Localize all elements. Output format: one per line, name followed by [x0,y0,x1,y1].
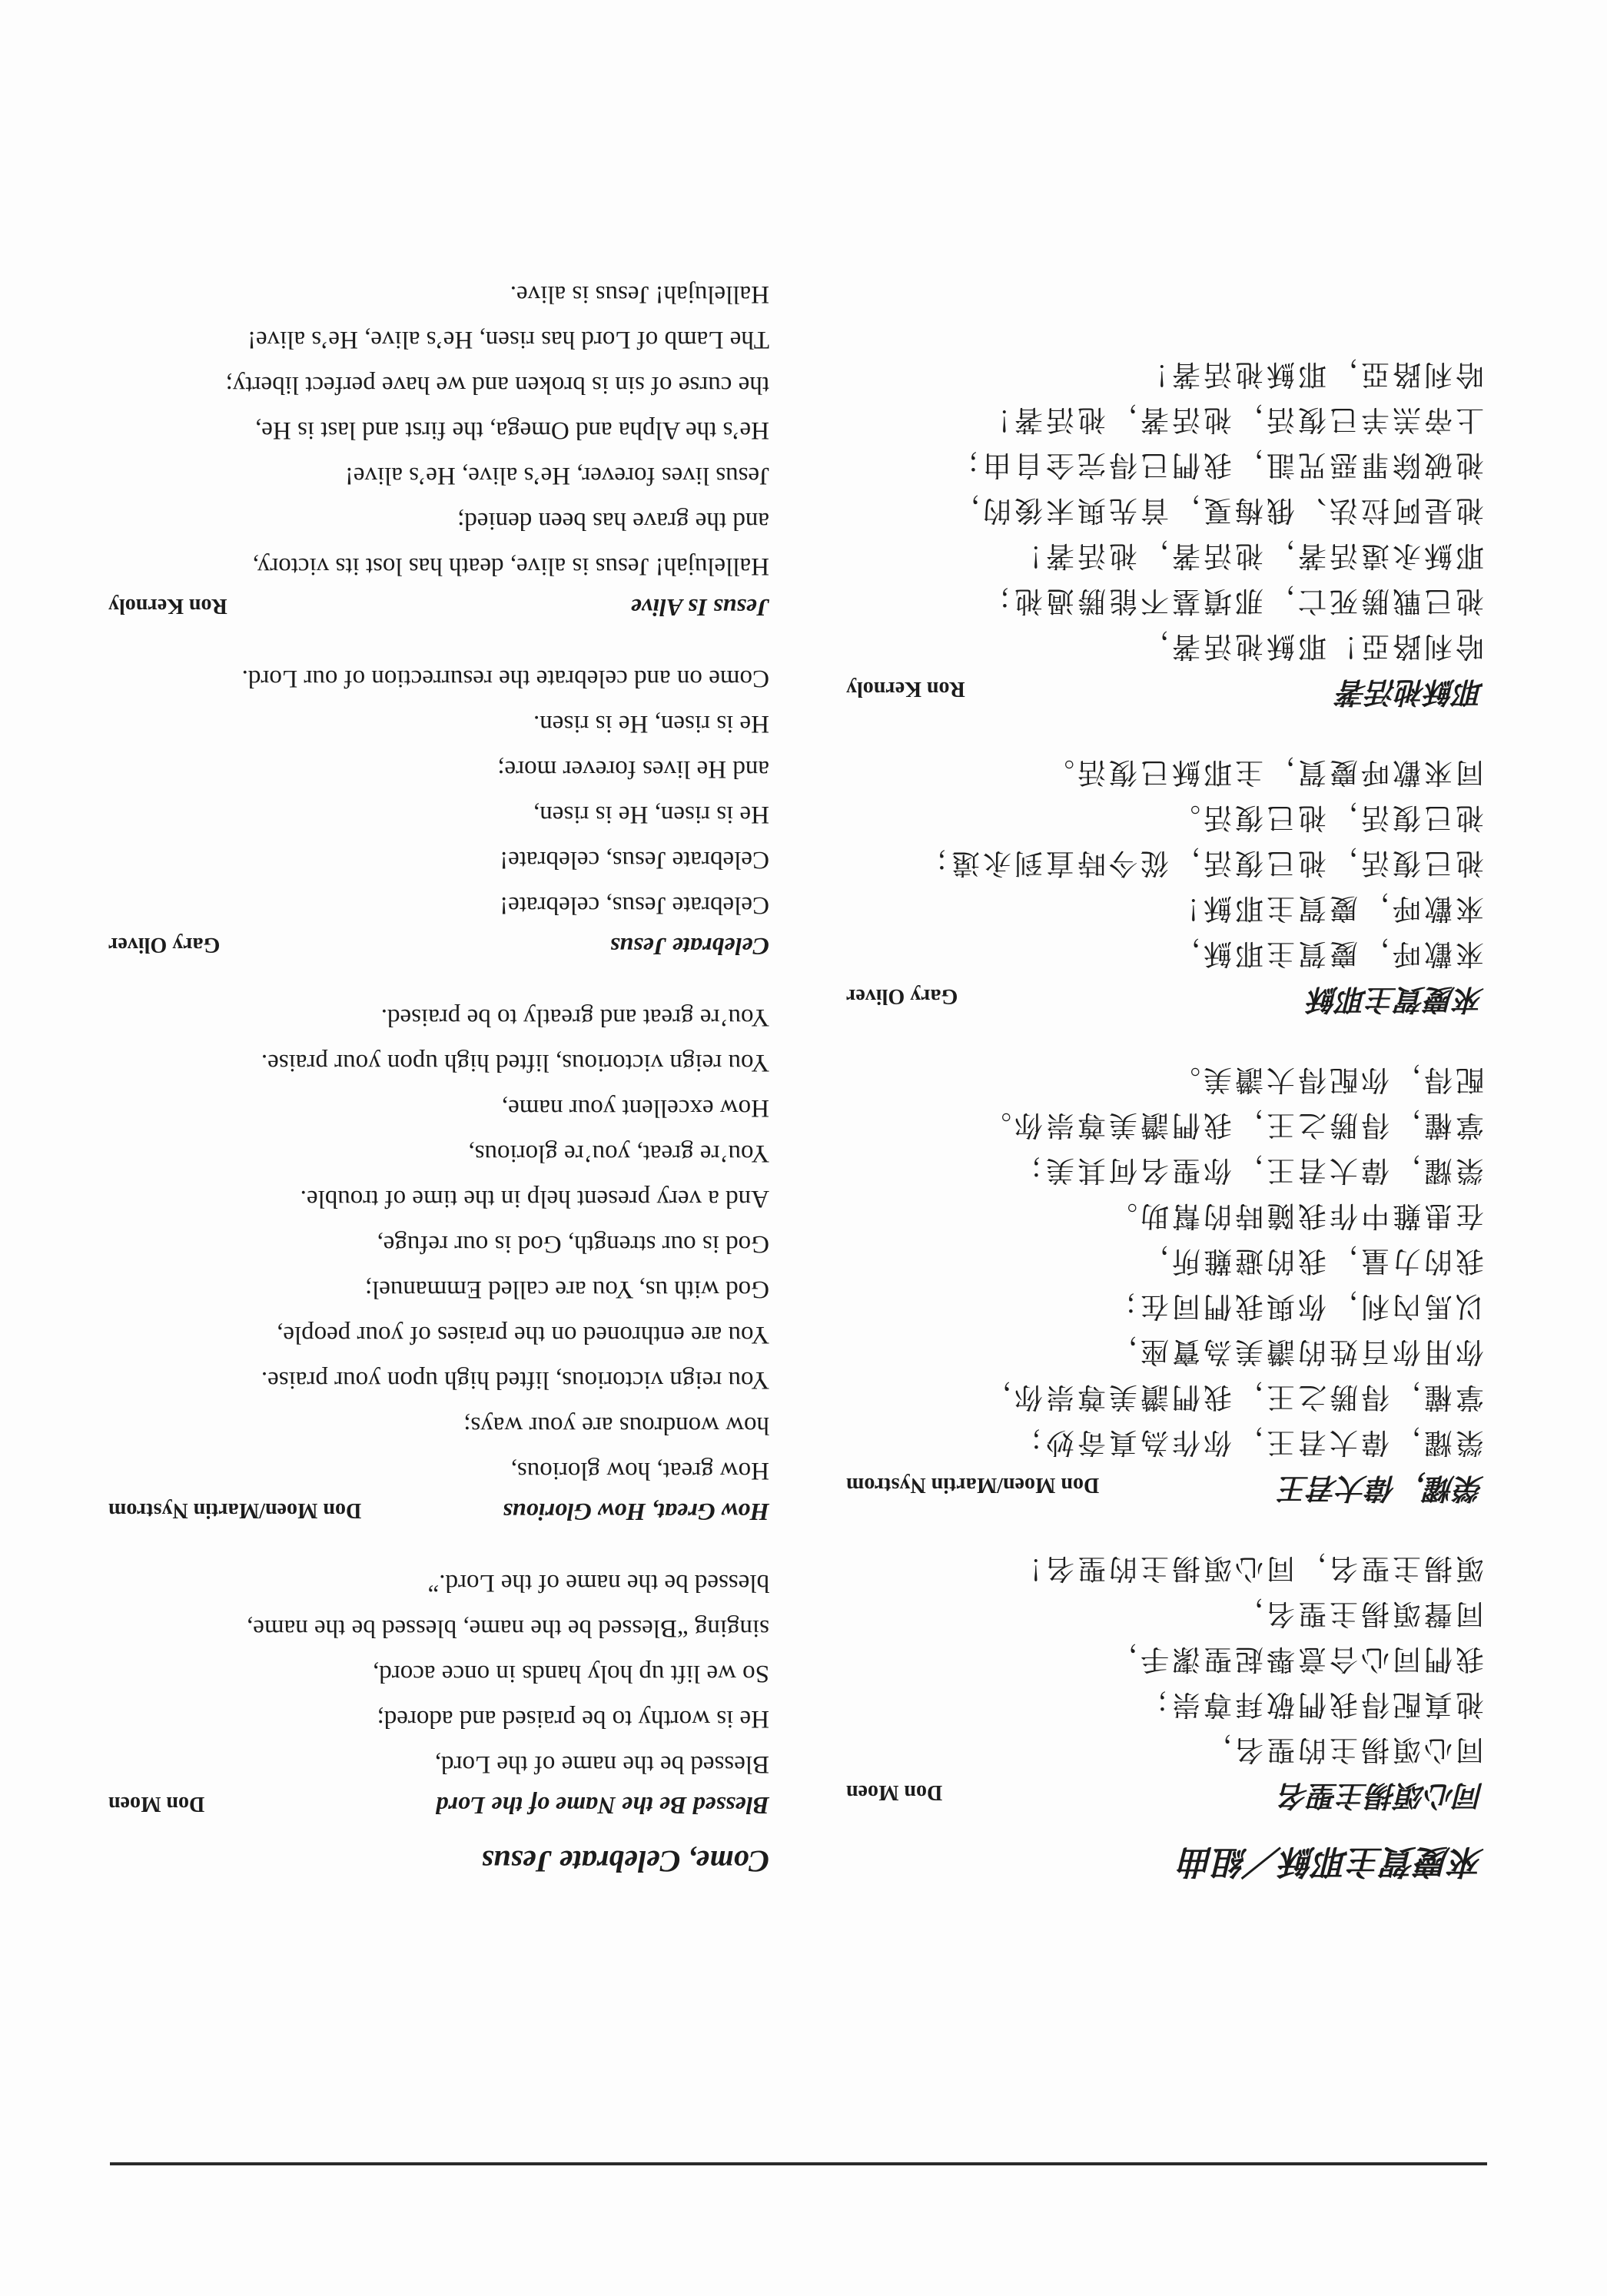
lyric-line: 哈利路亞，耶穌祂活著！ [1137,358,1484,391]
lyric-line: 你用你百姓的讚美為寶座， [1106,1335,1484,1369]
lyric-line: How excellent your name, [501,1094,769,1122]
song-title: Celebrate Jesus [609,933,769,961]
song-block [108,994,769,1526]
english-lyrics-column [108,237,769,1881]
lyric-line: blessed be the name of the Lord.” [427,1569,769,1597]
lyric-lines [108,994,769,1493]
lyric-line: 祂已復活，祂已復活。 [1169,801,1484,834]
song-author: Gary Oliver [846,984,958,1008]
song-title: 耶穌祂活著 [1337,675,1484,710]
song-header [108,1498,769,1526]
lyric-lines [846,352,1484,669]
lyric-line: He is worthy to be praised and adored; [377,1705,769,1733]
song-title: Blessed Be the Name of the Lord [436,1792,769,1820]
lyric-line: You reign victorious, lifted high upon your praise. [261,1049,769,1077]
lyric-line: Hallelujah! Jesus is alive. [510,280,769,308]
song-block [846,1057,1484,1512]
lyric-line: 榮耀，偉大君王，你聖名何其美； [1011,1154,1484,1187]
lyric-line: Hallelujah! Jesus is alive, death has lost its victory, [252,552,769,580]
song-block [108,655,769,961]
lyric-line: 祂已復活，祂已復活，從今時直到永遠； [917,847,1484,880]
lyric-lines [846,1546,1484,1773]
song-header [108,1791,769,1820]
lyric-line: Blessed be the name of the Lord, [434,1750,769,1778]
lyric-line: 掌權，得勝之王，我們讚美尊崇你。 [980,1109,1484,1142]
lyric-line: 祂已戰勝死亡，那墳墓不能勝過祂； [980,585,1484,618]
lyric-line: how wondrous are your ways; [463,1412,769,1439]
song-author: Don Moen/Martin Nystrom [846,1473,1100,1497]
lyric-line: You’re great and greatly to be praised. [380,1004,769,1031]
song-title: 來慶賀主耶穌 [1308,983,1484,1017]
lyric-line: God with us, You are called Emmanuel; [364,1276,769,1303]
lyric-lines [108,1560,769,1787]
lyric-lines [846,750,1484,977]
song-author: Don Moen [846,1780,943,1804]
lyric-line: 哈利路亞！耶穌祂活著， [1137,630,1484,663]
medley-title-english: Come, Celebrate Jesus [481,1844,769,1879]
lyric-lines [108,655,769,927]
lyric-line: And a very present help in the time of trouble. [300,1185,769,1213]
lyric-line: and He lives forever more; [497,755,769,783]
lyric-line: 同聲頌揚主聖名， [1232,1598,1484,1631]
song-header [108,932,769,961]
lyric-line: 頌揚主聖名，同心頌揚主的聖名！ [1011,1552,1484,1585]
lyric-line: 同來歡呼慶賀，主耶穌已復活。 [1043,756,1484,789]
lyric-line: You are enthroned on the praises of your people, [277,1321,769,1349]
lyric-line: 掌權，得勝之王，我們讚美尊崇你， [980,1381,1484,1414]
song-block [846,750,1484,1024]
lyric-line: singing “Blessed be the name, blessed be the name, [247,1614,769,1642]
song-block [846,352,1484,716]
lyric-line: He is risen, He is risen, [533,801,769,828]
lyric-line: 上帝羔羊已復活，祂活著，祂活著！ [980,403,1484,436]
song-author: Ron Kernoly [846,677,965,701]
song-header [108,593,769,622]
song-author: Gary Oliver [108,933,221,957]
lyric-line: and the grave has been denied; [457,507,769,535]
song-title: How Great, How Glorious [503,1498,769,1526]
song-header [846,1470,1484,1512]
lyric-line: 以馬內利，你與我們同在； [1106,1290,1484,1323]
lyric-line: the curse of sin is broken and we have perfect liberty; [225,371,769,399]
lyric-lines [108,271,769,589]
lyric-line: He’s the Alpha and Omega, the first and last is He, [254,416,769,444]
lyric-line: 耶穌永遠活著，祂活著，祂活著！ [1011,539,1484,572]
page-footer-rule [110,2162,1487,2165]
lyric-line: 祂真配得我們敬拜尊崇； [1137,1688,1484,1721]
lyric-line: How great, how glorious, [510,1457,769,1485]
song-block [108,1560,769,1820]
song-header [846,674,1484,716]
chinese-lyrics-column [846,318,1484,1881]
lyric-line: Jesus lives forever, He’s alive, He’s alive! [344,462,769,489]
lyric-line: You reign victorious, lifted high upon your praise. [261,1366,769,1394]
lyric-line: 我的力量，我的避難所， [1137,1245,1484,1278]
lyric-line: 配得，你配得大讚美。 [1169,1063,1484,1097]
lyric-line: God is our strength, God is our refuge, [377,1230,769,1258]
lyric-line: 來歡呼，慶賀主耶穌， [1169,937,1484,970]
lyric-line: 同心頌揚主的聖名， [1200,1734,1484,1767]
lyric-line: You’re great, you’re glorious, [468,1140,769,1167]
song-header [846,1777,1484,1820]
lyric-line: 在患難中作我隨時的幫助。 [1106,1199,1484,1233]
lyric-lines [846,1057,1484,1465]
lyric-line: Come on and celebrate the resurrection of our Lord. [241,665,769,692]
lyric-line: 榮耀，偉大君王，你作為真奇妙； [1011,1426,1484,1459]
song-author: Ron Kernoly [108,594,227,618]
lyric-line: Celebrate Jesus, celebrate! [500,846,769,874]
song-author: Don Moen/Martin Nystrom [108,1498,362,1522]
song-author: Don Moen [108,1792,205,1816]
lyric-line: 我們同心合意舉起聖潔手， [1106,1643,1484,1676]
lyric-line: The Lamb of Lord has risen, He’s alive, He’s alive! [247,326,769,353]
lyric-line: He is risen, He is risen. [533,710,769,738]
lyric-line: So we lift up holy hands in once acord, [373,1660,769,1687]
song-title: 同心頌揚主聖名 [1279,1779,1484,1813]
lyric-line: 來歡呼，慶賀主耶穌！ [1169,892,1484,925]
medley-title-chinese: 來慶賀主耶穌／組曲 [1180,1842,1484,1881]
song-header [846,981,1484,1024]
lyric-line: Celebrate Jesus, celebrate! [500,891,769,919]
song-block [846,1546,1484,1820]
song-title: Jesus Is Alive [630,594,769,622]
song-title: 榮耀，偉大君王 [1279,1471,1484,1506]
song-block [108,271,769,622]
lyric-line: 祂是阿拉法、俄梅戛，首先與末後的， [948,494,1484,527]
lyric-line: 祂破除罪惡咒詛，我們已得完全自由； [948,449,1484,482]
